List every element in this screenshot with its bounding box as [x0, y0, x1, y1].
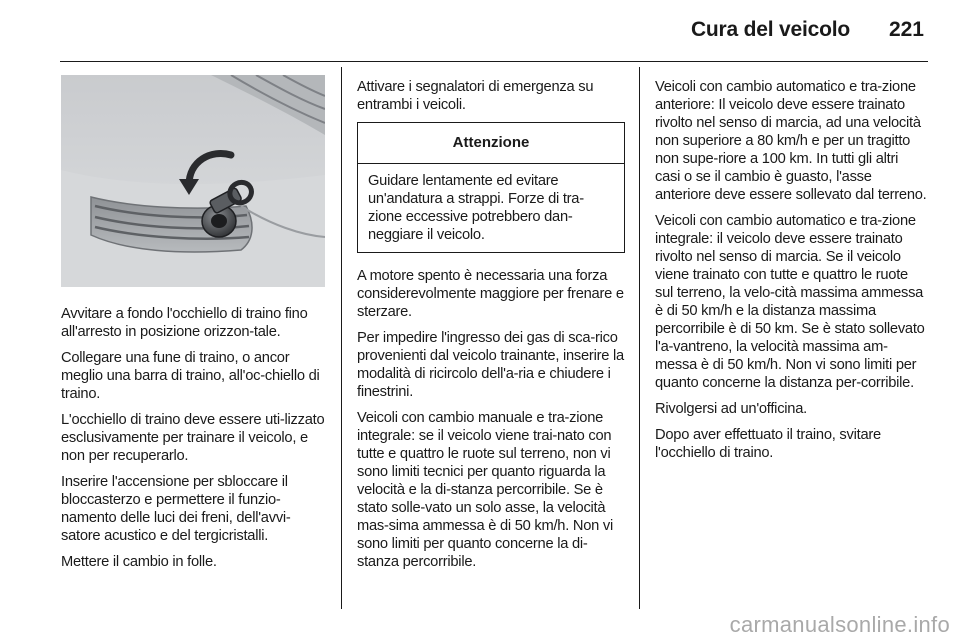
tow-eye-illustration: [61, 75, 325, 287]
paragraph: Veicoli con cambio manuale e tra-zione integrale: se il veicolo viene trai-nato con tutte e quattro le ruote sul terreno, non vi sono limiti tecnici per quanto riguarda la velocità e la di-stanza percorribile. Se è stato solle-vato un solo asse, la velocità mas-sima ammessa è di 50 km/h. Non vi sono limiti per quanto concerne la di-stanza percorribile.: [357, 410, 614, 570]
paragraph: Veicoli con cambio automatico e tra-zione integrale: il veicolo deve essere trainato rivolto nel senso di marcia. Se il veicolo viene trainato con tutte e quattro le ruote sul terreno, la velo-cità massima ammessa è di 50 km/h e la distanza massima percorribile è di 50 km. Se è stato sollevato l'a-vantreno, la velocità massima am-messa è di 50 km/h. Non vi sono limiti per quanto concerne la distanza per-corribile.: [655, 213, 925, 391]
paragraph: Avvitare a fondo l'occhiello di traino fino all'arresto in posizione orizzon-tale.: [61, 306, 308, 340]
column-divider-2: [639, 67, 640, 609]
column-1: [61, 305, 329, 579]
column-divider-1: [341, 67, 342, 609]
paragraph: Mettere il cambio in folle.: [61, 554, 217, 570]
column-3: [655, 78, 927, 470]
paragraph: Per impedire l'ingresso dei gas di sca-rico provenienti dal veicolo trainante, inserire la modalità di ricircolo dell'a-ria e chiudere i finestrini.: [357, 330, 624, 400]
warning-box: [357, 122, 625, 253]
paragraph: Dopo aver effettuato il traino, svitare l'occhiello di traino.: [655, 427, 881, 461]
paragraph: A motore spento è necessaria una forza considerevolmente maggiore per frenare e sterzare.: [357, 268, 624, 320]
header-divider: [60, 61, 928, 62]
paragraph: Veicoli con cambio automatico e tra-zione anteriore: Il veicolo deve essere trainato rivolto nel senso di marcia, ad una velocità non superiore a 80 km/h e per un tragitto non supe-riore a 100 km. In tutti gli altri casi o se il cambio è guasto, l'asse anteriore deve essere sollevato dal terreno.: [655, 79, 927, 203]
paragraph: Collegare una fune di traino, o ancor meglio una barra di traino, all'oc-chiello di traino.: [61, 350, 320, 402]
section-title: Cura del veicolo: [690, 18, 850, 41]
warning-title: Attenzione: [358, 123, 624, 164]
paragraph: Attivare i segnalatori di emergenza su entrambi i veicoli.: [357, 79, 594, 113]
page-number: 221: [888, 18, 924, 41]
warning-text: Guidare lentamente ed evitare un'andatura a strappi. Forze di tra-zione eccessive potrebbero dan-neggiare il veicolo.: [368, 173, 584, 243]
paragraph: L'occhiello di traino deve essere uti-lizzato esclusivamente per trainare il veicolo, e non per recuperarlo.: [61, 412, 325, 464]
column-2: [357, 78, 625, 579]
watermark: carmanualsonline.info: [729, 612, 950, 637]
paragraph: Inserire l'accensione per sbloccare il bloccasterzo e permettere il funzio-namento delle luci dei freni, dell'avvi-satore acustico e del tergicristalli.: [61, 474, 291, 544]
bumper-drawing: [61, 75, 325, 287]
paragraph: Rivolgersi ad un'officina.: [655, 401, 807, 417]
